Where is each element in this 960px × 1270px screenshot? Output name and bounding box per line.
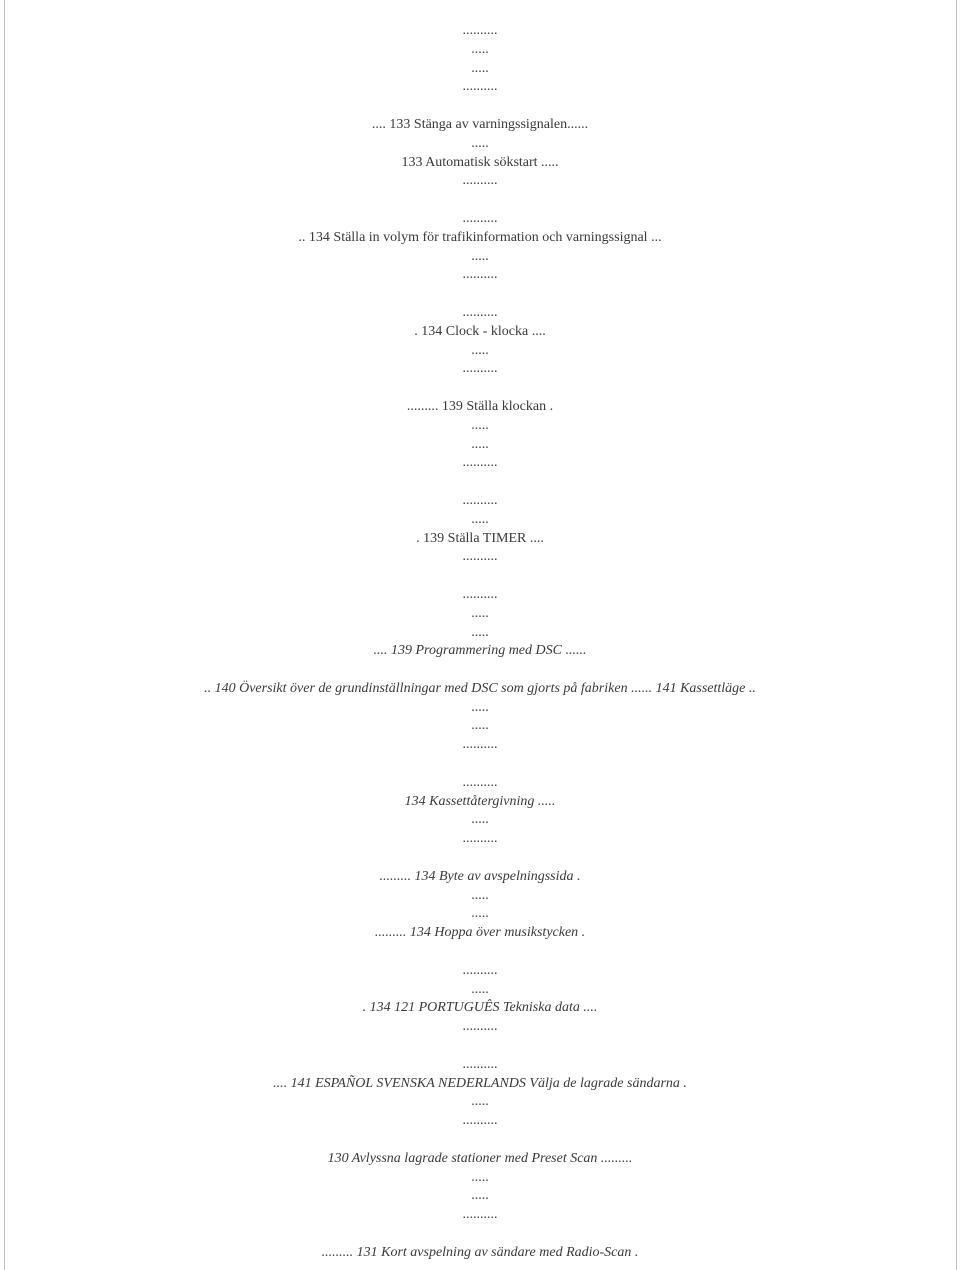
toc-entry-line: ......... 134 Byte av avspelningssida . xyxy=(379,868,581,884)
dot-leader-line: ..... xyxy=(471,605,489,621)
toc-entry-line: 130 Avlyssna lagrade stationer med Preset Scan ......... xyxy=(327,1150,633,1166)
dot-leader-line: .......... xyxy=(462,1019,498,1035)
toc-entry-line: ......... 134 Hoppa över musikstycken . xyxy=(374,925,586,941)
dot-leader-line: ..... xyxy=(471,981,489,997)
dot-leader-line: .......... xyxy=(462,1113,498,1129)
dot-leader-line: ..... xyxy=(471,135,489,151)
toc-entry-line: .. 134 Ställa in volym för trafikinformation och varningssignal ... xyxy=(298,229,662,245)
blank-line xyxy=(0,1037,960,1056)
blank-line xyxy=(0,567,960,586)
dot-leader-line: ..... xyxy=(471,436,489,452)
dot-leader-line: .......... xyxy=(462,173,498,189)
dot-leader-line: .......... xyxy=(462,1056,498,1072)
dot-leader-line: .......... xyxy=(462,549,498,565)
blank-line xyxy=(0,473,960,492)
dot-leader-line: .......... xyxy=(462,267,498,283)
toc-entry-line: . 139 Ställa TIMER .... xyxy=(416,530,544,546)
toc-entry-line: 133 Automatisk sökstart ..... xyxy=(401,154,559,170)
toc-entry-line: ......... 131 Kort avspelning av sändare med Radio-Scan . xyxy=(321,1244,639,1260)
dot-leader-line: ..... xyxy=(471,417,489,433)
blank-line xyxy=(0,661,960,680)
dot-leader-line: ..... xyxy=(471,624,489,640)
dot-leader-line: .......... xyxy=(462,831,498,847)
dot-leader-line: .......... xyxy=(462,774,498,790)
dot-leader-line: ..... xyxy=(471,342,489,358)
toc-entry-line: ......... 139 Ställa klockan . xyxy=(406,398,554,414)
dot-leader-line: .......... xyxy=(462,962,498,978)
toc-entry-line: 134 Kassettåtergivning ..... xyxy=(404,793,556,809)
dot-leader-line: ..... xyxy=(471,60,489,76)
blank-line xyxy=(0,97,960,116)
dot-leader-line: .......... xyxy=(462,1207,498,1223)
dot-leader-line: ..... xyxy=(471,699,489,715)
dot-leader-line: ..... xyxy=(471,718,489,734)
blank-line xyxy=(0,1131,960,1150)
toc-entry-line: . 134 121 PORTUGUÊS Tekniska data .... xyxy=(362,1000,598,1016)
toc-entry-line: .... 139 Programmering med DSC ...... xyxy=(373,643,587,659)
dot-leader-line: ..... xyxy=(471,887,489,903)
dot-leader-line: ..... xyxy=(471,1169,489,1185)
toc-entry-line: .. 140 Översikt över de grundinställningar med DSC som gjorts på fabriken ...... 141 Kassettläge .. xyxy=(204,680,756,696)
dot-leader-line: .......... xyxy=(462,304,498,320)
dot-leader-line: .......... xyxy=(462,210,498,226)
blank-line xyxy=(0,285,960,304)
dot-leader-line: .......... xyxy=(462,361,498,377)
dot-leader-line: .......... xyxy=(462,586,498,602)
blank-line xyxy=(0,943,960,962)
dot-leader-line: .......... xyxy=(462,23,498,38)
dot-leader-line: .......... xyxy=(462,492,498,508)
toc-entry-line: . 134 Clock - klocka .... xyxy=(414,323,546,339)
dot-leader-line: ..... xyxy=(471,1094,489,1110)
toc-entry-line: .... 133 Stänga av varningssignalen...... xyxy=(371,116,589,132)
blank-line xyxy=(0,191,960,210)
dot-leader-line: .......... xyxy=(462,455,498,471)
table-of-contents xyxy=(0,22,960,1263)
dot-leader-line: .......... xyxy=(462,737,498,753)
dot-leader-line: ..... xyxy=(471,906,489,922)
dot-leader-line: ..... xyxy=(471,812,489,828)
dot-leader-line: ..... xyxy=(471,248,489,264)
dot-leader-line: .......... xyxy=(462,79,498,95)
dot-leader-line: ..... xyxy=(471,41,489,57)
blank-line xyxy=(0,755,960,774)
dot-leader-line: ..... xyxy=(471,511,489,527)
blank-line xyxy=(0,1225,960,1244)
blank-line xyxy=(0,849,960,868)
dot-leader-line: ..... xyxy=(471,1188,489,1204)
toc-entry-line: .... 141 ESPAÑOL SVENSKA NEDERLANDS Välja de lagrade sändarna . xyxy=(273,1075,687,1091)
blank-line xyxy=(0,379,960,398)
